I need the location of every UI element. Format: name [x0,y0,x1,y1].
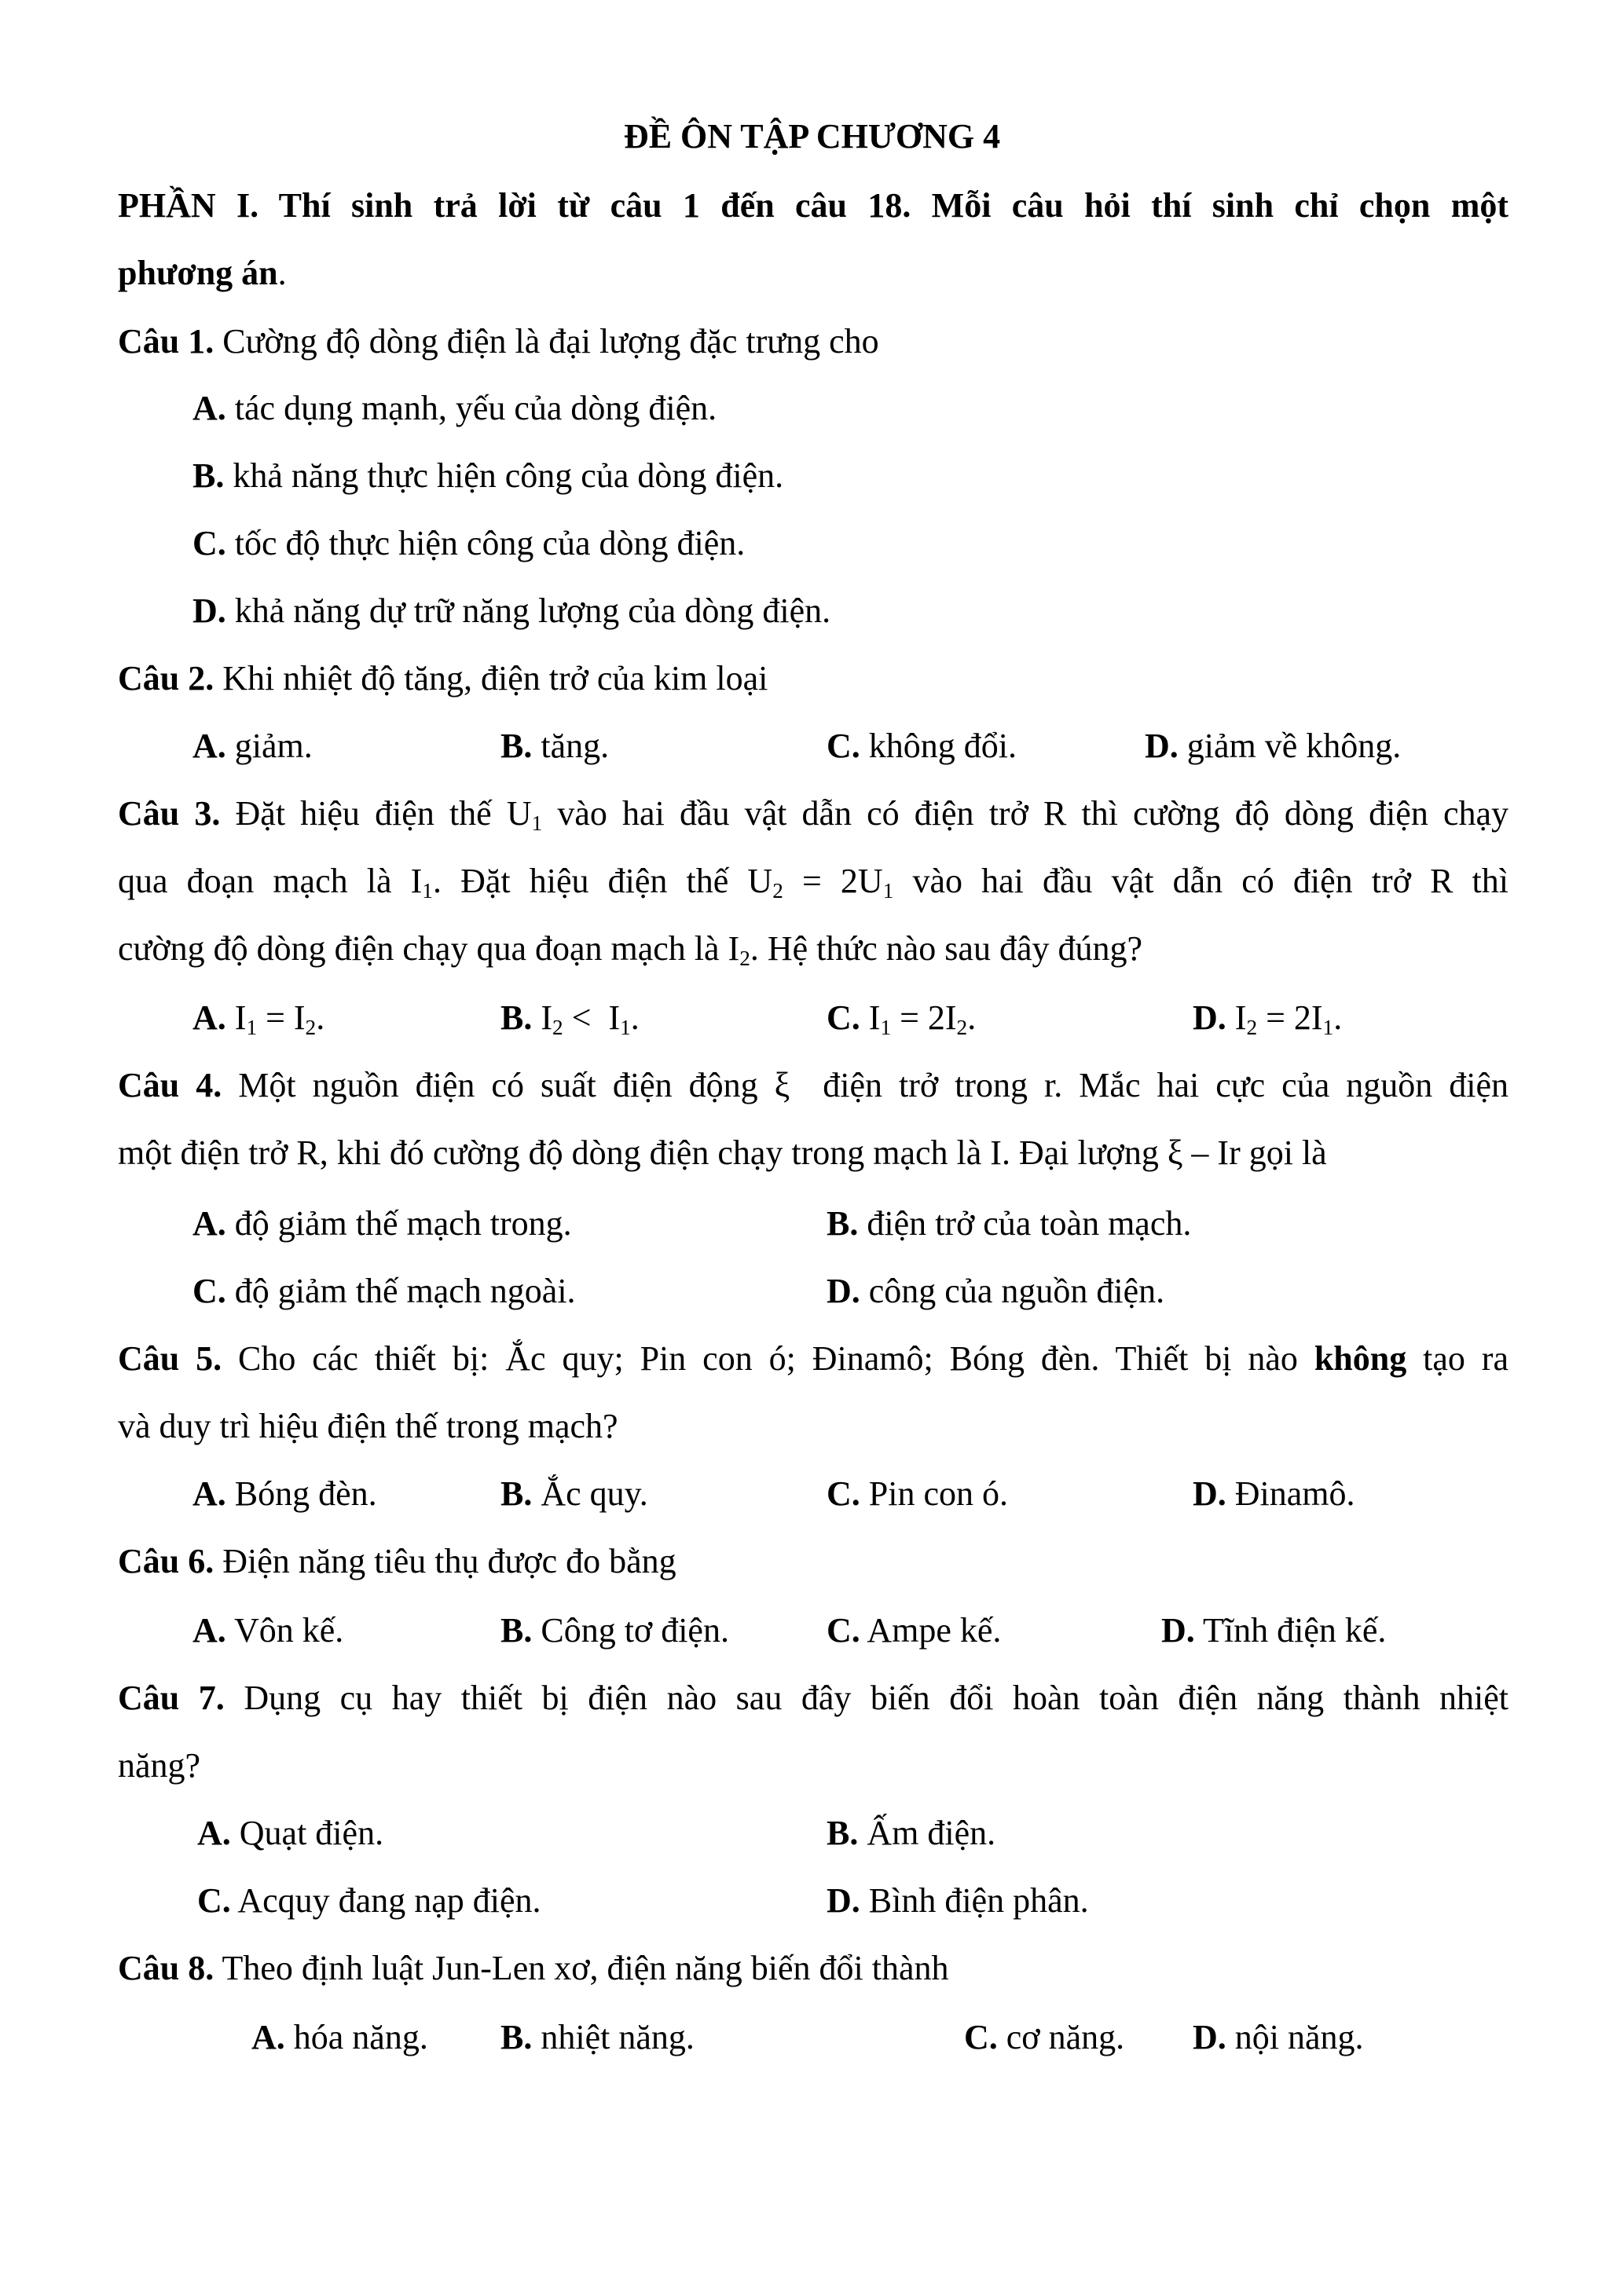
question-3-option-a [192,994,324,1042]
question-text: năng? [118,1746,201,1785]
option-key: A. [192,998,226,1037]
option-text: khả năng dự trữ năng lượng của dòng điện. [225,591,831,630]
question-5-option-d [1193,1470,1355,1518]
question-3-stem-line-1 [118,790,1509,837]
option-text: cơ năng. [997,2018,1125,2056]
question-8-option-c [964,2014,1124,2061]
subscript: 2 [956,1015,968,1039]
option-text: Ắc quy. [532,1474,648,1513]
text-segment: vào hai đầu vật dẫn có điện trở R thì cường độ dòng điện chạy [542,794,1509,833]
text-segment: . [1333,998,1343,1037]
text-segment: vào hai đầu vật dẫn có điện trở R thì [893,862,1509,900]
text-segment: = 2I [1257,998,1323,1037]
question-1-stem [118,318,1509,365]
question-label: Câu 7. [118,1679,225,1717]
question-8-option-a [251,2014,428,2061]
question-2-option-a [192,723,313,770]
subscript: 2 [739,946,750,970]
part-header-text: phương án [118,254,278,292]
question-8-option-d [1193,2014,1364,2061]
option-key: C. [192,524,226,562]
option-key: B. [827,1204,859,1243]
question-4-option-d [827,1268,1164,1315]
question-7-option-c [197,1877,541,1924]
option-key: D. [1193,998,1226,1037]
question-4-option-b [827,1200,1191,1247]
option-key: C. [827,1474,860,1513]
text-segment: = 2I [891,998,957,1037]
subscript: 2 [552,1015,563,1039]
option-key: D. [1193,2018,1226,2056]
question-8-stem [118,1945,1509,1992]
question-4-option-a [192,1200,572,1247]
text-segment: I [532,998,553,1037]
option-key: A. [192,1611,226,1650]
question-2-option-d [1145,723,1401,770]
question-text: Một nguồn điện có suất điện động ξ điện trở trong r. Mắc hai cực của nguồn điện [222,1066,1509,1104]
option-key: C. [827,727,860,765]
option-text: độ giảm thế mạch ngoài. [225,1272,576,1310]
option-key: D. [1193,1474,1226,1513]
subscript: 2 [772,878,783,903]
option-key: B. [827,1814,859,1852]
question-4-option-c [192,1268,576,1315]
question-label: Câu 6. [118,1542,214,1580]
option-text: tăng. [532,727,610,765]
subscript: 1 [422,878,433,903]
option-key: D. [1145,727,1179,765]
question-7-option-a [197,1810,383,1857]
option-key: B. [192,456,225,495]
question-2-stem [118,655,1509,702]
option-text: độ giảm thế mạch trong. [225,1204,572,1243]
text-segment: cường độ dòng điện chạy qua đoạn mạch là I [118,929,740,968]
question-3-stem-line-3 [118,925,1509,972]
question-2-option-b [500,723,609,770]
subscript: 1 [246,1015,258,1039]
option-text: Vôn kế. [225,1611,344,1650]
option-key: B. [500,2018,533,2056]
option-text: Bóng đèn. [225,1474,377,1513]
question-1-option-d [192,588,830,635]
option-text: nội năng. [1226,2018,1364,2056]
question-6-option-a [192,1607,343,1654]
question-label: Câu 3. [118,794,221,833]
text-segment: . [967,998,977,1037]
question-5-option-a [192,1470,377,1518]
part-header-period: . [277,254,287,292]
text-segment: . [630,998,640,1037]
subscript: 1 [880,1015,892,1039]
subscript: 2 [1246,1015,1258,1039]
text-segment: tạo ra [1406,1339,1509,1378]
option-key: C. [827,998,860,1037]
option-text: Ampe kế. [860,1611,1002,1650]
question-3-option-b [500,994,640,1042]
question-1-option-c [192,520,745,567]
option-text: nhiệt năng. [532,2018,695,2056]
option-text: Đinamô. [1226,1474,1355,1513]
option-text: Acquy đang nạp điện. [230,1881,541,1920]
option-text: Ấm điện. [858,1814,996,1852]
option-key: C. [192,1272,226,1310]
question-text: Khi nhiệt độ tăng, điện trở của kim loại [214,659,768,698]
option-key: B. [500,1611,533,1650]
option-key: C. [964,2018,998,2056]
subscript: 1 [1322,1015,1334,1039]
question-text: Cường độ dòng điện là đại lượng đặc trưng cho [214,322,879,361]
text-segment: < I [563,998,621,1037]
question-3-option-d [1193,994,1342,1042]
part-header-line-1: PHẦN I. Thí sinh trả lời từ câu 1 đến câu 18. Mỗi câu hỏi thí sinh chỉ chọn một [118,186,1509,225]
question-text: Theo định luật Jun-Len xơ, điện năng biến đổi thành [214,1949,949,1987]
question-5-option-b [500,1470,648,1518]
option-text: Quạt điện. [230,1814,384,1852]
option-text: tác dụng mạnh, yếu của dòng điện. [225,389,717,427]
option-text: Công tơ điện. [532,1611,729,1650]
document-title: ĐỀ ÔN TẬP CHƯƠNG 4 [623,117,1001,156]
question-label: Câu 4. [118,1066,222,1104]
question-7-stem-line-2 [118,1742,1509,1789]
text-segment: Cho các thiết bị: Ắc quy; Pin con ó; Đinamô; Bóng đèn. Thiết bị nào [222,1339,1314,1378]
part-header-line-2 [118,250,1509,297]
question-text: và duy trì hiệu điện thế trong mạch? [118,1407,618,1445]
subscript: 1 [620,1015,631,1039]
question-6-stem [118,1538,1509,1585]
option-text: không đổi. [860,727,1017,765]
text-segment: . Hệ thức nào sau đây đúng? [750,929,1143,968]
option-key: D. [192,591,226,630]
question-6-option-d [1161,1607,1386,1654]
question-6-option-b [500,1607,729,1654]
option-key: A. [251,2018,285,2056]
question-label: Câu 2. [118,659,214,698]
subscript: 1 [882,878,894,903]
option-text: Tĩnh điện kế. [1194,1611,1387,1650]
option-text: khả năng thực hiện công của dòng điện. [224,456,784,495]
option-text: hóa năng. [284,2018,428,2056]
question-6-option-c [827,1607,1001,1654]
question-7-option-b [827,1810,995,1857]
option-text: công của nguồn điện. [860,1272,1165,1310]
option-key: A. [192,1204,226,1243]
option-key: C. [827,1611,860,1650]
question-label: Câu 5. [118,1339,222,1378]
question-4-stem-line-1 [118,1062,1509,1109]
question-text: Điện năng tiêu thụ được đo bằng [214,1542,676,1580]
subscript: 1 [531,811,543,835]
question-text: Dụng cụ hay thiết bị điện nào sau đây biến đổi hoàn toàn điện năng thành nhiệt [224,1679,1509,1717]
option-key: B. [500,727,533,765]
question-7-stem-line-1 [118,1675,1509,1722]
question-7-option-d [827,1877,1089,1924]
question-3-option-c [827,994,976,1042]
question-5-option-c [827,1470,1008,1518]
subscript: 2 [305,1015,317,1039]
option-key: A. [197,1814,231,1852]
text-segment: qua đoạn mạch là I [118,862,423,900]
option-text: điện trở của toàn mạch. [858,1204,1192,1243]
text-segment: = 2U [783,862,883,900]
option-key: C. [197,1881,231,1920]
option-text: giảm. [225,727,313,765]
text-segment: . Đặt hiệu điện thế U [432,862,773,900]
question-5-stem-line-2 [118,1403,1509,1450]
emphasis: không [1314,1339,1407,1378]
option-key: A. [192,1474,226,1513]
question-label: Câu 1. [118,322,214,361]
option-key: D. [827,1272,860,1310]
option-text: Bình điện phân. [860,1881,1089,1920]
question-label: Câu 8. [118,1949,214,1987]
option-text: Pin con ó. [860,1474,1009,1513]
text-segment: I [1226,998,1247,1037]
text-segment: = I [257,998,306,1037]
question-text: một điện trở R, khi đó cường độ dòng điện chạy trong mạch là I. Đại lượng ξ – Ir gọi là [118,1133,1327,1172]
option-key: B. [500,1474,533,1513]
option-text: giảm về không. [1178,727,1402,765]
question-1-option-b [192,452,783,500]
option-key: D. [827,1881,860,1920]
option-key: B. [500,998,533,1037]
option-key: A. [192,389,226,427]
text-segment: Đặt hiệu điện thế U [220,794,532,833]
question-2-option-c [827,723,1017,770]
text-segment: . [316,998,325,1037]
option-text: tốc độ thực hiện công của dòng điện. [225,524,746,562]
question-5-stem-line-1 [118,1335,1509,1382]
option-key: A. [192,727,226,765]
text-segment: I [860,998,881,1037]
text-segment: I [225,998,247,1037]
question-4-stem-line-2 [118,1130,1509,1177]
question-8-option-b [500,2014,695,2061]
option-key: D. [1161,1611,1195,1650]
question-3-stem-line-2 [118,858,1509,905]
question-1-option-a [192,385,717,432]
